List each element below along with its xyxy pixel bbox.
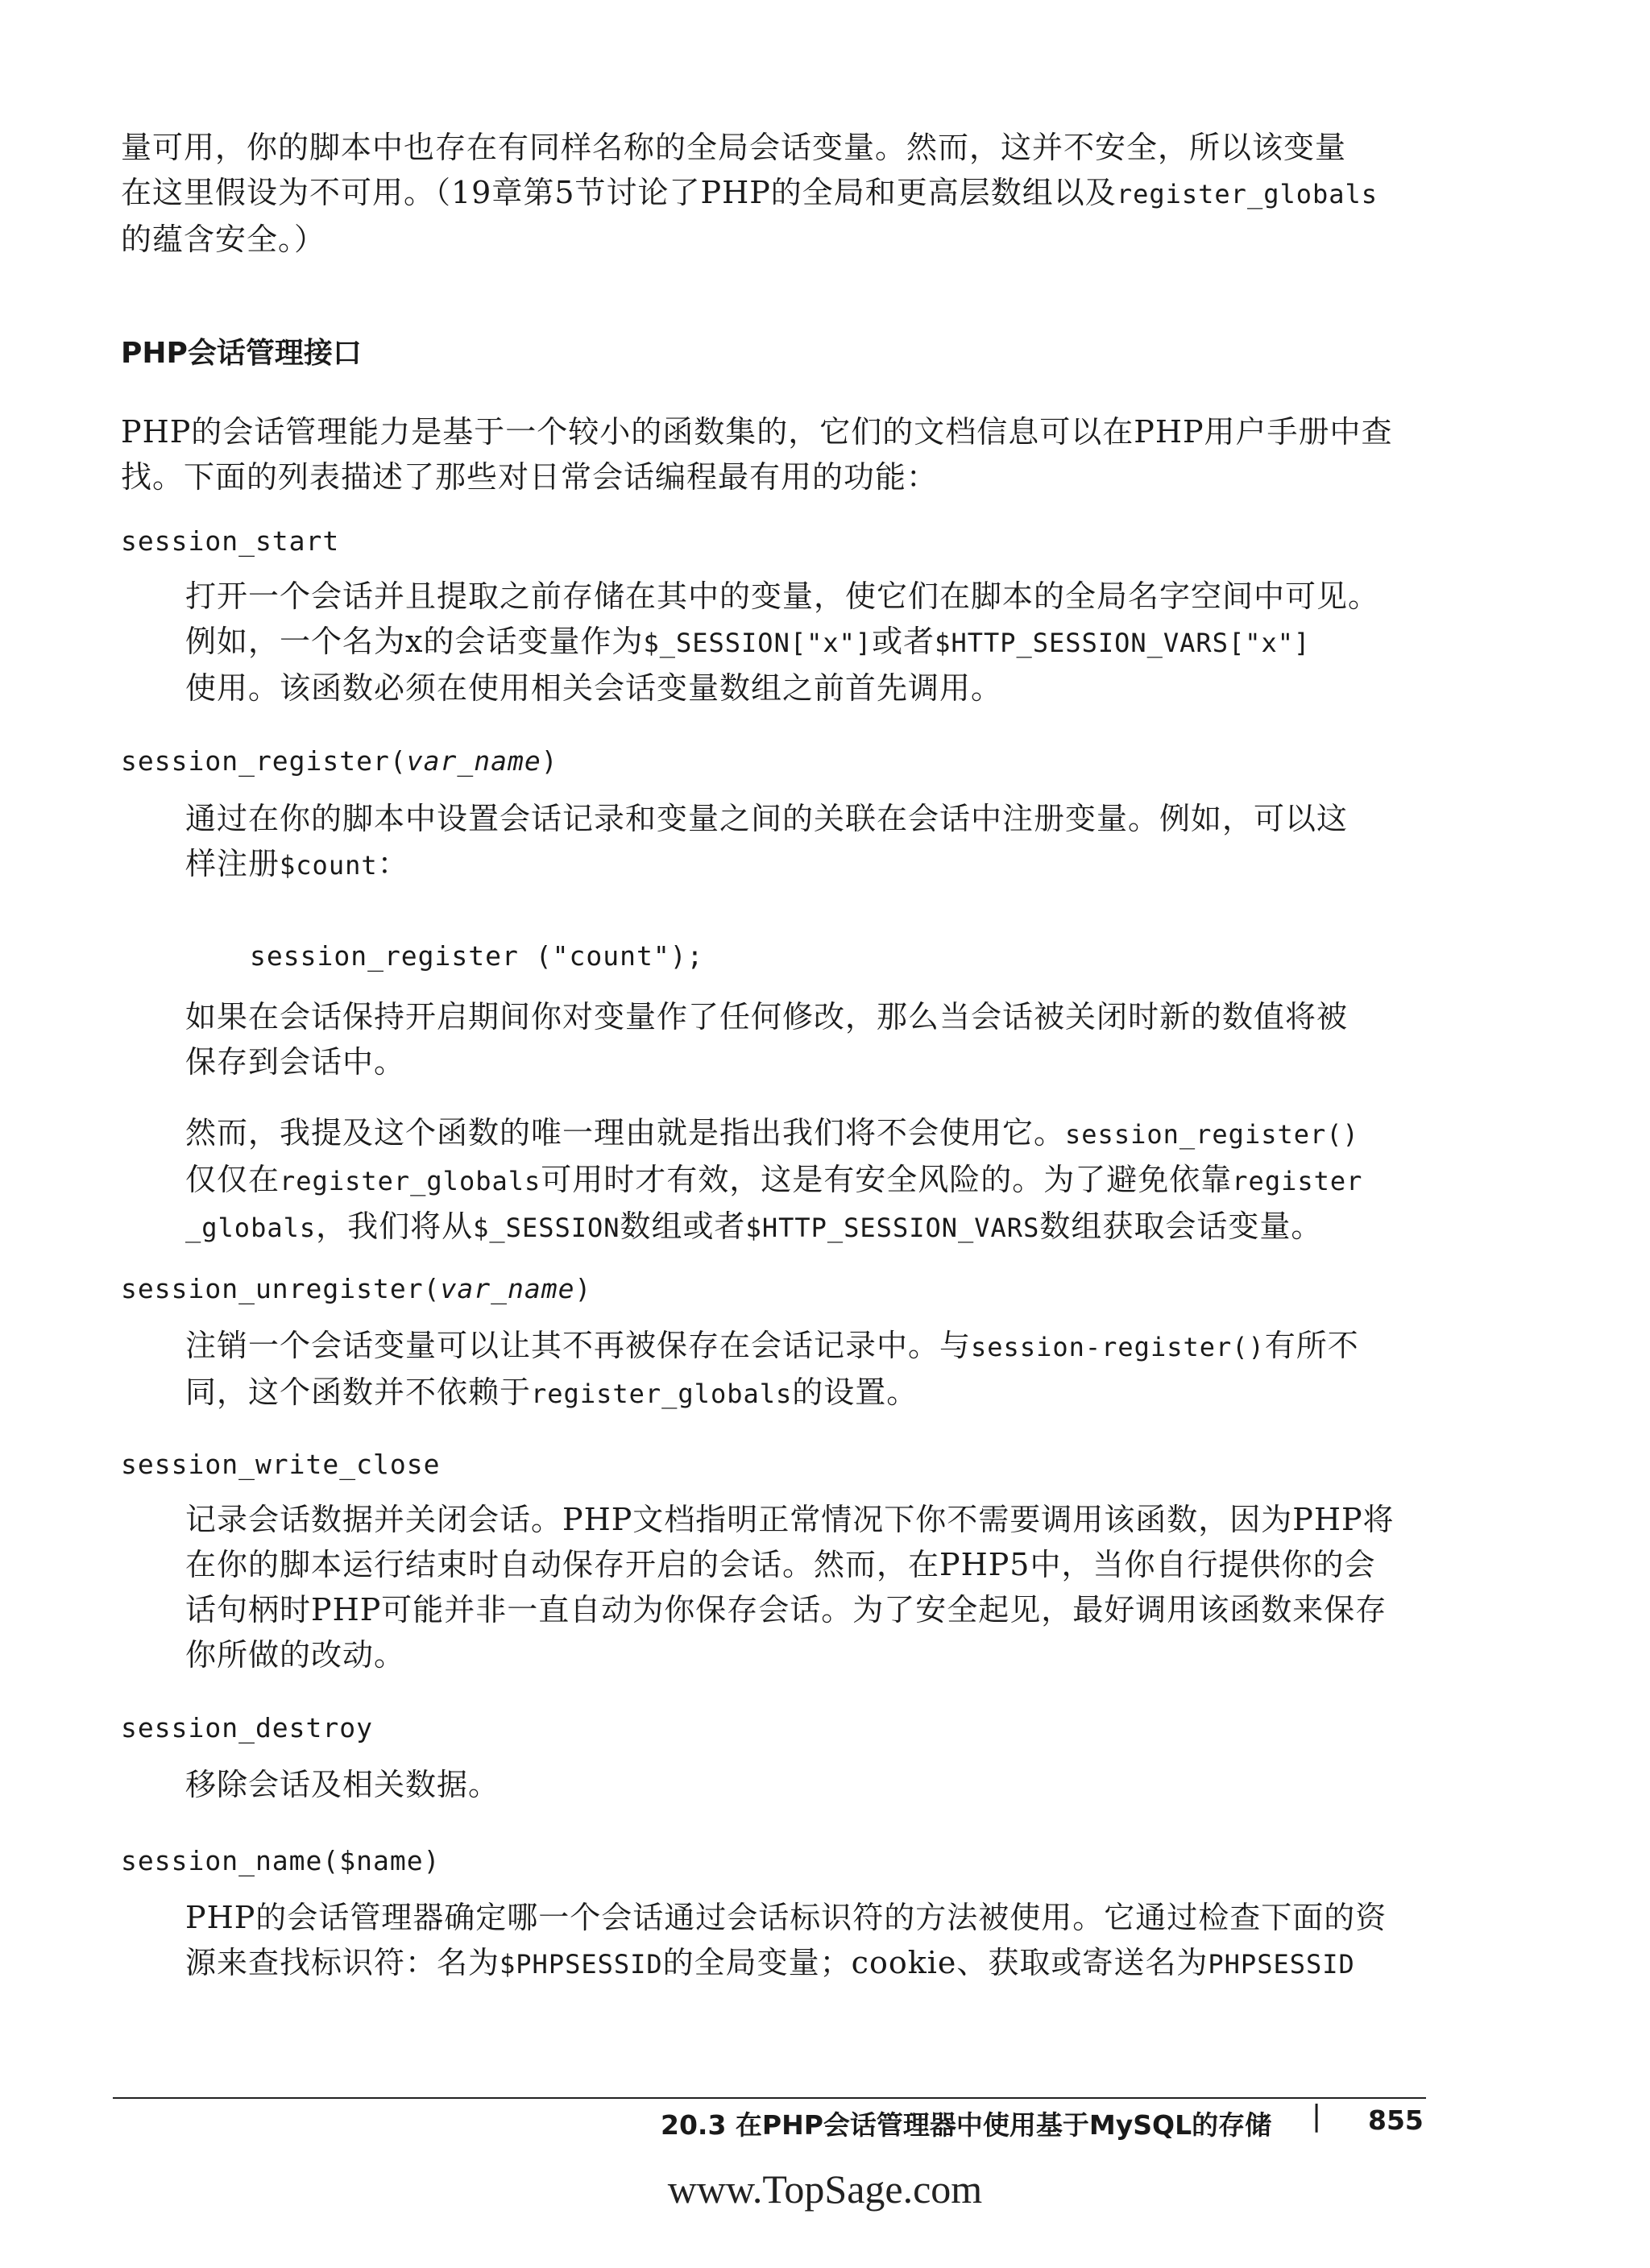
intro-paragraph [121,125,1418,262]
term-session-register: session_register(var_name) [121,745,558,777]
footer-rule [113,2097,1426,2099]
desc-session-register-p3: 然而，我提及这个函数的唯一理由就是指出我们将不会使用它。session_register() 仅仅在register_globals可用时才有效，这是有安全风险的。为了避免依靠register _globals，我们将从$_SESSION数组或者$HTTP_SESSION_VARS数组获取会话变量。 [185,1115,1363,1244]
desc-session-name: PHP的会话管理器确定哪一个会话通过会话标识符的方法被使用。它通过检查下面的资 源来查找标识符：名为$PHPSESSID的全局变量；cookie、获取或寄送名为PHPSESSID [185,1900,1387,1980]
section-intro-paragraph [121,409,1418,500]
desc-session-write-close: 记录会话数据并关闭会话。PHP文档指明正常情况下你不需要调用该函数，因为PHP将 在你的脚本运行结束时自动保存开启的会话。然而，在PHP5中，当你自行提供你的会 话句柄时PHP可能并非一直自动为你保存会话。为了安全起见，最好调用该函数来保存 你所做的改动。 [185,1502,1395,1673]
intro-line-1: 量可用，你的脚本中也存在有同样名称的全局会话变量。然而，这并不安全，所以该变量 [121,130,1347,165]
term-session-start: session_start [121,525,340,557]
term-session-name: session_name($name) [121,1845,441,1876]
page-number: 855 [1368,2104,1424,2136]
desc-session-unregister: 注销一个会话变量可以让其不再被保存在会话记录中。与session-register()有所不 同，这个函数并不依赖于register_globals的设置。 [185,1328,1359,1410]
term-session-unregister: session_unregister(var_name) [121,1273,592,1304]
inline-code: register_globals [1116,179,1378,209]
footer-separator: | [1312,2100,1322,2133]
intro-line-3: 的蕴含安全。） [121,222,326,257]
section-intro-line-2: 找。下面的列表描述了那些对日常会话编程最有用的功能： [121,459,939,495]
desc-session-start: 打开一个会话并且提取之前存储在其中的变量，使它们在脚本的全局名字空间中可见。 例如，一个名为x的会话变量作为$_SESSION["x"]或者$HTTP_SESSION_VARS["x"] 使用。该函数必须在使用相关会话变量数组之前首先调用。 [185,578,1380,706]
desc-session-register: 通过在你的脚本中设置会话记录和变量之间的关联在会话中注册变量。例如，可以这 样注册$count： [185,801,1349,881]
section-heading: PHP会话管理接口 [121,337,362,370]
section-intro-line-1: PHP的会话管理能力是基于一个较小的函数集的，它们的文档信息可以在PHP用户手册中查 [121,414,1393,450]
term-session-destroy: session_destroy [121,1712,374,1743]
desc-session-destroy: 移除会话及相关数据。 [185,1767,500,1802]
desc-session-register-p2: 如果在会话保持开启期间你对变量作了任何修改，那么当会话被关闭时新的数值将被 保存到会话中。 [185,999,1349,1080]
term-session-write-close: session_write_close [121,1449,441,1480]
footer-section-title: 20.3 在PHP会话管理器中使用基于MySQL的存储 [661,2109,1272,2141]
watermark-text: www.TopSage.com [667,2166,983,2212]
code-example: session_register ("count"); [250,940,704,972]
intro-line-2: 在这里假设为不可用。（19章第5节讨论了PHP的全局和更高层数组以及register_globals [121,175,1378,210]
